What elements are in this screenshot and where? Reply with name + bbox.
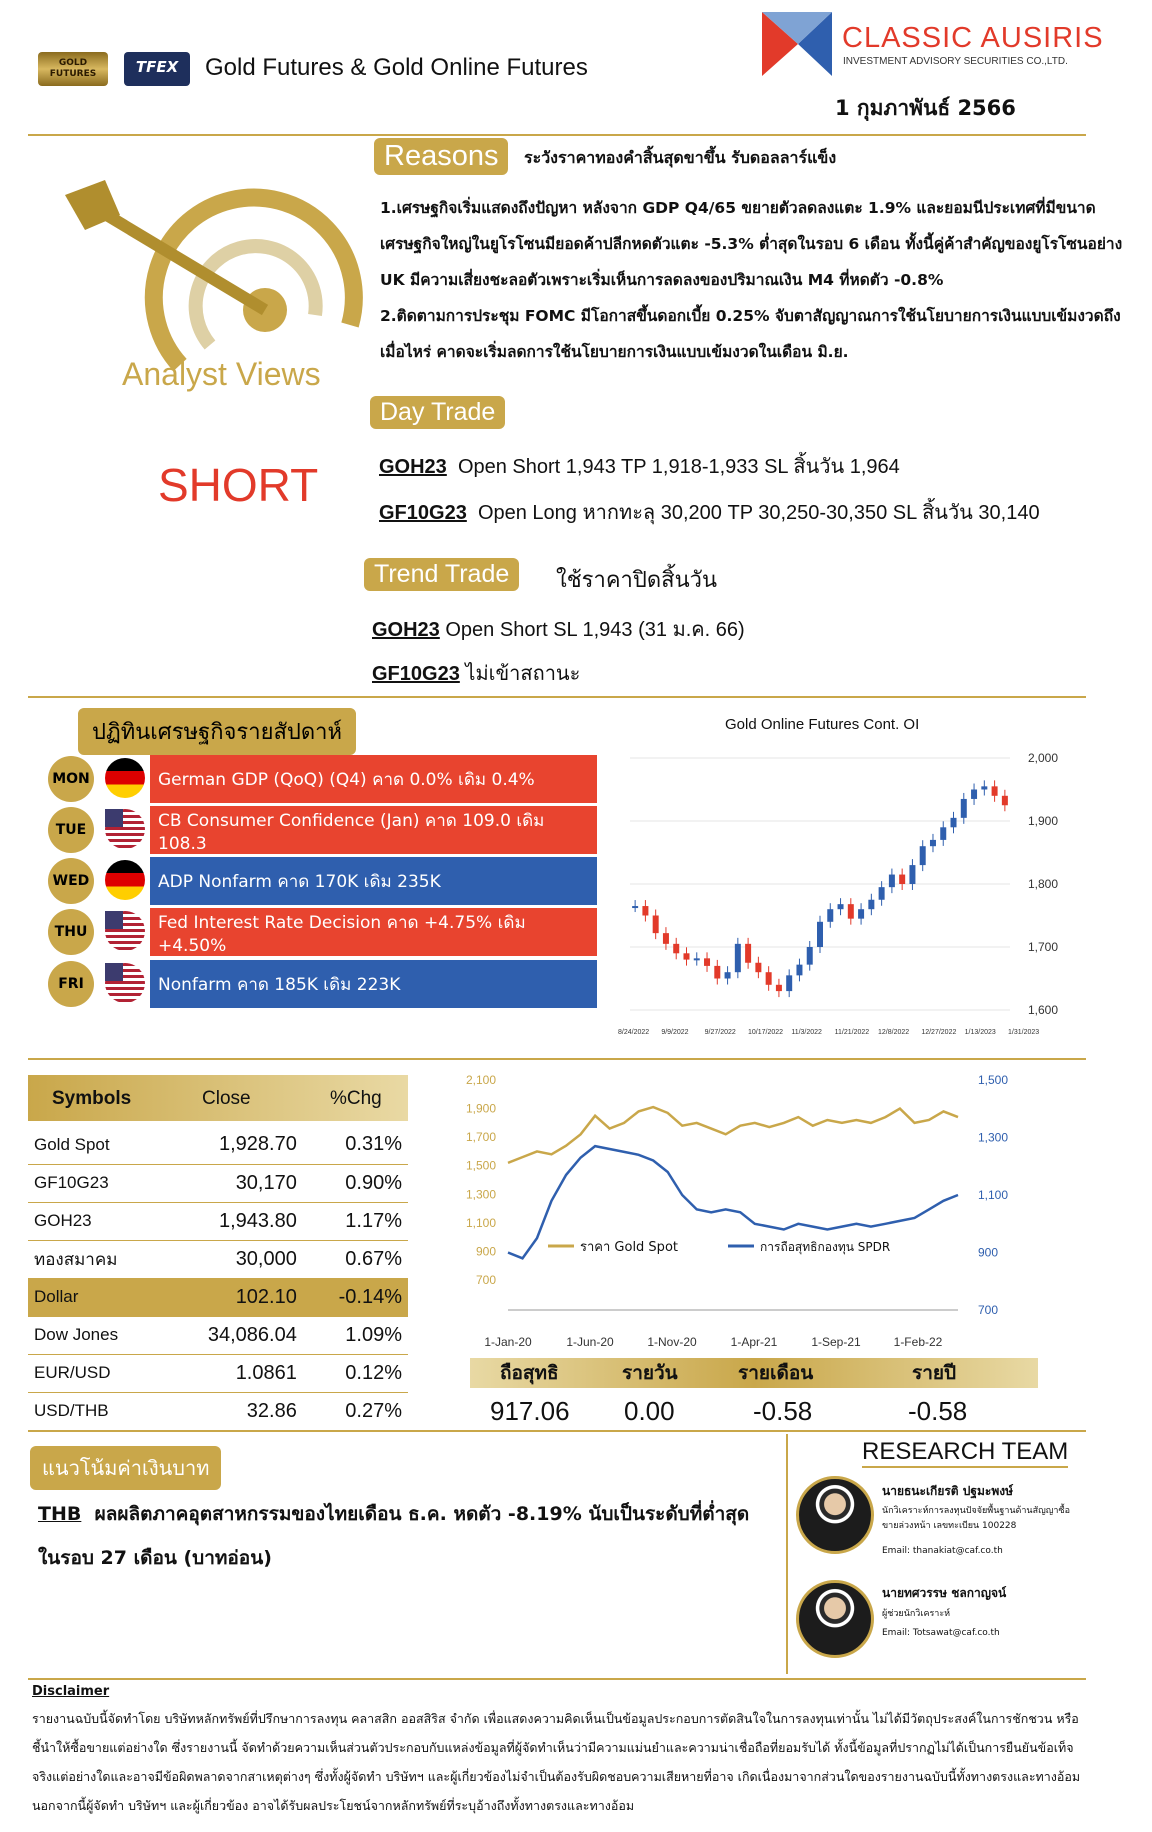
x-tick-label: 1-Nov-20 <box>647 1335 697 1349</box>
candle <box>1002 796 1008 805</box>
table-row <box>28 1126 408 1164</box>
x-tick-label: 1-Jan-20 <box>484 1335 532 1349</box>
legend-spdr-label: การถือสุทธิกองทุน SPDR <box>760 1240 891 1254</box>
day-trade-label: Day Trade <box>370 396 505 429</box>
team-member-name: นายทศวรรษ ชลกาญจน์ <box>882 1586 1007 1600</box>
calendar-day: THU <box>48 909 94 955</box>
calendar-event: ADP Nonfarm คาด 170K เดิม 235K <box>150 857 597 905</box>
table-row <box>28 1164 408 1202</box>
oi-chart <box>610 748 1090 1038</box>
company-subtitle: INVESTMENT ADVISORY SECURITIES CO.,LTD. <box>843 56 1068 67</box>
calendar-event: CB Consumer Confidence (Jan) คาด 109.0 เดิม 108.3 <box>150 806 597 854</box>
gold-futures-logo: GOLD FUTURES <box>38 52 108 86</box>
oi-chart-title: Gold Online Futures Cont. OI <box>725 716 920 733</box>
candle <box>704 958 710 966</box>
candle <box>971 790 977 799</box>
left-y-tick: 700 <box>475 1273 496 1287</box>
x-tick-label: 1-Sep-21 <box>811 1335 861 1349</box>
x-tick-label: 1-Feb-22 <box>893 1335 943 1349</box>
gold-spdr-chart <box>448 1066 1068 1349</box>
cell-p: 0.31% <box>303 1126 408 1164</box>
left-y-tick: 1,300 <box>465 1187 496 1202</box>
cell-s: GOH23 <box>28 1202 162 1240</box>
trend-trade-label: Trend Trade <box>364 558 519 591</box>
table-row <box>28 1392 408 1430</box>
col-close: Close <box>202 1088 251 1109</box>
right-y-tick: 1,300 <box>978 1130 1009 1145</box>
disclaimer-title: Disclaimer <box>32 1684 110 1699</box>
y-tick-label: 2,000 <box>1028 751 1059 765</box>
x-tick-label: 11/21/2022 <box>834 1029 870 1036</box>
trend-text: Open Short SL 1,943 (31 ม.ค. 66) <box>445 619 745 641</box>
team-member-name: นายธนะเกียรติ ปฐมะพงษ์ <box>882 1484 1014 1498</box>
reasons-label: Reasons <box>374 138 508 175</box>
candle <box>909 865 915 884</box>
left-y-tick: 900 <box>475 1244 496 1259</box>
candle <box>663 933 669 944</box>
left-y-tick: 1,100 <box>465 1215 496 1230</box>
cell-p: 0.27% <box>303 1392 408 1430</box>
candle <box>796 965 802 976</box>
candle <box>868 900 874 909</box>
cell-s: EUR/USD <box>28 1354 162 1392</box>
x-tick-label: 9/27/2022 <box>704 1029 736 1036</box>
candle <box>879 887 885 900</box>
x-tick-label: 1/31/2023 <box>1008 1029 1040 1036</box>
left-y-tick: 2,100 <box>465 1073 496 1087</box>
y-tick-label: 1,700 <box>1028 940 1059 954</box>
candle <box>632 906 638 908</box>
calendar-event: German GDP (QoQ) (Q4) คาด 0.0% เดิม 0.4% <box>150 755 597 803</box>
team-member-email: Email: Totsawat@caf.co.th <box>882 1628 1000 1638</box>
team-member-role: ผู้ช่วยนักวิเคราะห์ <box>882 1609 951 1619</box>
day-trade-row-2 <box>379 496 1040 528</box>
candle <box>725 972 731 978</box>
germany-flag-icon <box>105 758 145 798</box>
cell-p: 1.17% <box>303 1202 408 1240</box>
trend-row-2 <box>372 657 580 689</box>
col-symbols: Symbols <box>52 1088 132 1109</box>
cell-p: 0.90% <box>303 1164 408 1202</box>
candle <box>858 909 864 918</box>
holdings-h4: รายปี <box>912 1362 957 1384</box>
col-chg: %Chg <box>330 1088 382 1109</box>
right-y-tick: 1,100 <box>978 1188 1009 1202</box>
calendar-day: MON <box>48 756 94 802</box>
trend-row-1 <box>372 613 745 645</box>
x-tick-label: 12/8/2022 <box>878 1029 910 1036</box>
usa-flag-icon <box>105 809 145 849</box>
x-tick-label: 1/13/2023 <box>964 1029 996 1036</box>
reason-2: 2.ติดตามการประชุม FOMC มีโอกาสขึ้นดอกเบี้ย 0.25% จับตาสัญญาณการใช้นโยบายการเงินแบบเข้มงวดถึงเมื่อไหร่ คาดจะเริ่มลดการใช้นโยบายการเงินแบบเข้มงวดในเดือน มิ.ย. <box>380 307 1121 361</box>
symbols-table <box>28 1126 408 1431</box>
calendar-day: TUE <box>48 807 94 853</box>
cell-s: GF10G23 <box>28 1164 162 1202</box>
cell-s: ทองสมาคม <box>28 1240 162 1278</box>
candle <box>653 916 659 934</box>
left-y-tick: 1,700 <box>465 1130 496 1145</box>
reasons-headline: ระวังราคาทองคำสิ้นสุดขาขึ้น รับดอลลาร์แข็ง <box>524 148 837 167</box>
y-tick-label: 1,600 <box>1028 1003 1059 1017</box>
holdings-v4: -0.58 <box>908 1396 968 1426</box>
y-tick-label: 1,800 <box>1028 877 1059 891</box>
candle <box>940 827 946 840</box>
germany-flag-icon <box>105 860 145 900</box>
cell-p: 1.09% <box>303 1316 408 1354</box>
candle <box>992 786 998 795</box>
calendar-event: Nonfarm คาด 185K เดิม 223K <box>150 960 597 1008</box>
candle <box>735 944 741 972</box>
x-tick-label: 1-Apr-21 <box>730 1335 778 1349</box>
candle <box>889 875 895 888</box>
avatar <box>796 1476 874 1554</box>
candle <box>776 985 782 991</box>
day-trade-symbol: GF10G23 <box>379 502 467 524</box>
calendar-day: WED <box>48 858 94 904</box>
left-y-tick: 1,500 <box>465 1158 496 1173</box>
trend-note: ใช้ราคาปิดสิ้นวัน <box>556 568 718 593</box>
baht-text <box>38 1492 758 1580</box>
table-row <box>28 1202 408 1240</box>
x-tick-label: 12/27/2022 <box>921 1029 957 1036</box>
right-y-tick: 900 <box>978 1245 999 1260</box>
team-member-email: Email: thanakiat@caf.co.th <box>882 1546 1003 1556</box>
holdings-h1: ถือสุทธิ <box>500 1362 559 1384</box>
candle <box>961 799 967 818</box>
candle <box>755 963 761 972</box>
legend-gold-label: ราคา Gold Spot <box>580 1240 678 1255</box>
cell-s: Dollar <box>28 1278 162 1316</box>
holdings-h2: รายวัน <box>622 1362 678 1384</box>
cell-c: 1,943.80 <box>162 1202 303 1240</box>
baht-label: แนวโน้มค่าเงินบาท <box>30 1446 221 1490</box>
cell-s: Gold Spot <box>28 1126 162 1164</box>
candle <box>683 953 689 959</box>
target-arrow-icon <box>60 175 360 375</box>
baht-body: ผลผลิตภาคอุตสาหกรรมของไทยเดือน ธ.ค. หดตัว -8.19% นับเป็นระดับที่ต่ำสุดในรอบ 27 เดือน (บาทอ่อน) <box>38 1503 750 1569</box>
team-title: RESEARCH TEAM <box>862 1438 1068 1468</box>
day-trade-row-1 <box>379 450 900 482</box>
left-y-tick: 1,900 <box>465 1101 496 1116</box>
analyst-views-label: Analyst Views <box>122 356 321 392</box>
candle <box>786 975 792 991</box>
table-row <box>28 1278 408 1316</box>
candle <box>827 909 833 922</box>
cell-p: 0.12% <box>303 1354 408 1392</box>
x-tick-label: 8/24/2022 <box>618 1029 650 1036</box>
cell-c: 30,170 <box>162 1164 303 1202</box>
disclaimer-text: รายงานฉบับนี้จัดทำโดย บริษัทหลักทรัพย์ที่ปรึกษาการลงทุน คลาสสิก ออสสิริส จำกัด เพื่อแสดงความคิดเห็นเป็นข้อมูลประกอบการตัดสินใจในการลงทุนเท่านั้น ไม่ได้มีวัตถุประสงค์ในการชักชวน หรือชี้นำให้ซื้อขายแต่อย่างใด ซึ่งรายงานนี้ จัดทำด้วยความเห็นส่วนตัวประกอบกับแหล่งข้อมูลที่ผู้จัดทำเห็นว่ามีความแม่นยำและความน่าเชื่อถือที่ยอมรับได้ ทั้งนี้ข้อมูลที่ปรากฏไม่ได้เป็นการยืนยันข้อเท็จจริงแต่อย่างใดและอาจมีข้อผิดพลาดจากสาเหตุต่างๆ ซึ่งทั้งผู้จัดทำ บริษัทฯ และผู้เกี่ยวข้องไม่จำเป็นต้องรับผิดชอบความเสียหายที่อาจ เกิดเนื่องมาจากส่วนใดของรายงานฉบับนี้ทั้งทางตรงและทางอ้อม นอกจากนี้ผู้จัดทำ บริษัทฯ และผู้เกี่ยวข้อง อาจได้รับผลประโยชน์จากหลักทรัพย์ที่ระบุอ้างถึงทั้งทางตรงและทางอ้อม <box>32 1711 1081 1813</box>
cell-p: -0.14% <box>303 1278 408 1316</box>
usa-flag-icon <box>105 911 145 951</box>
day-trade-symbol: GOH23 <box>379 456 447 478</box>
reason-1: 1.เศรษฐกิจเริ่มแสดงถึงปัญหา หลังจาก GDP Q4/65 ขยายตัวลดลงแตะ 1.9% และยอมนีประเทศที่มีขนาดเศรษฐกิจใหญ่ในยูโรโซนมียอดค้าปลีกหดตัวแตะ -5.3% ต่ำสุดในรอบ 6 เดือน ทั้งนี้คู่ค้าสำคัญของยูโรโซนอย่าง UK มีความเสี่ยงชะลอตัวเพราะเริ่มเห็นการลดลงของปริมาณเงิน M4 ที่หดตัว -0.8% <box>380 199 1123 289</box>
report-date: 1 กุมภาพันธ์ 2566 <box>835 96 1016 120</box>
cell-s: USD/THB <box>28 1392 162 1430</box>
report-title: Gold Futures & Gold Online Futures <box>205 54 588 81</box>
cell-c: 1,928.70 <box>162 1126 303 1164</box>
tfex-logo: TFEX <box>124 52 190 86</box>
candle <box>981 786 987 789</box>
holdings-v2: 0.00 <box>624 1396 675 1426</box>
x-tick-label: 10/17/2022 <box>748 1029 784 1036</box>
right-y-tick: 700 <box>978 1303 999 1317</box>
calendar-event: Fed Interest Rate Decision คาด +4.75% เดิม +4.50% <box>150 908 597 956</box>
trend-symbol: GOH23 <box>372 619 440 641</box>
candle <box>714 966 720 979</box>
holdings-v3: -0.58 <box>753 1396 813 1426</box>
day-trade-text: Open Short 1,943 TP 1,918-1,933 SL สิ้นวัน 1,964 <box>457 456 900 478</box>
cell-c: 34,086.04 <box>162 1316 303 1354</box>
usa-flag-icon <box>105 963 145 1003</box>
candle <box>899 875 905 884</box>
table-row <box>28 1354 408 1392</box>
candle <box>951 818 957 827</box>
candle <box>817 922 823 947</box>
company-logo-icon <box>762 12 832 76</box>
gold-spot-line <box>508 1107 958 1163</box>
team-divider <box>786 1434 788 1674</box>
candle <box>766 972 772 985</box>
cell-c: 1.0861 <box>162 1354 303 1392</box>
day-trade-text: Open Long หากทะลุ 30,200 TP 30,250-30,350 SL สิ้นวัน 30,140 <box>477 502 1040 524</box>
company-name: CLASSIC AUSIRIS <box>842 22 1104 54</box>
candle <box>642 906 648 915</box>
x-tick-label: 11/3/2022 <box>791 1029 822 1036</box>
cell-p: 0.67% <box>303 1240 408 1278</box>
holdings-v1: 917.06 <box>490 1396 570 1426</box>
candle <box>745 944 751 963</box>
cell-c: 30,000 <box>162 1240 303 1278</box>
cell-c: 102.10 <box>162 1278 303 1316</box>
holdings-h3: รายเดือน <box>738 1362 814 1384</box>
candle <box>838 904 844 909</box>
candle <box>694 958 700 960</box>
candle <box>920 846 926 865</box>
calendar-title: ปฏิทินเศรษฐกิจรายสัปดาห์ <box>78 708 356 755</box>
trend-text: ไม่เข้าสถานะ <box>465 663 581 685</box>
candle <box>848 904 854 918</box>
table-row <box>28 1316 408 1354</box>
right-y-tick: 1,500 <box>978 1073 1009 1087</box>
cell-s: Dow Jones <box>28 1316 162 1354</box>
spdr-holdings-line <box>508 1146 958 1258</box>
cell-c: 32.86 <box>162 1392 303 1430</box>
team-member-role: นักวิเคราะห์การลงทุนปัจจัยพื้นฐานด้านสัญญาซื้อขายล่วงหน้า เลขทะเบียน 100228 <box>882 1506 1070 1531</box>
x-tick-label: 9/9/2022 <box>661 1029 689 1036</box>
stance-short: SHORT <box>158 459 319 511</box>
candle <box>673 944 679 953</box>
table-row <box>28 1240 408 1278</box>
baht-symbol: THB <box>38 1503 82 1525</box>
candle <box>807 947 813 965</box>
calendar-day: FRI <box>48 961 94 1007</box>
candle <box>930 840 936 846</box>
trend-symbol: GF10G23 <box>372 663 460 685</box>
avatar <box>796 1580 874 1658</box>
x-tick-label: 1-Jun-20 <box>566 1335 614 1349</box>
y-tick-label: 1,900 <box>1028 814 1059 828</box>
